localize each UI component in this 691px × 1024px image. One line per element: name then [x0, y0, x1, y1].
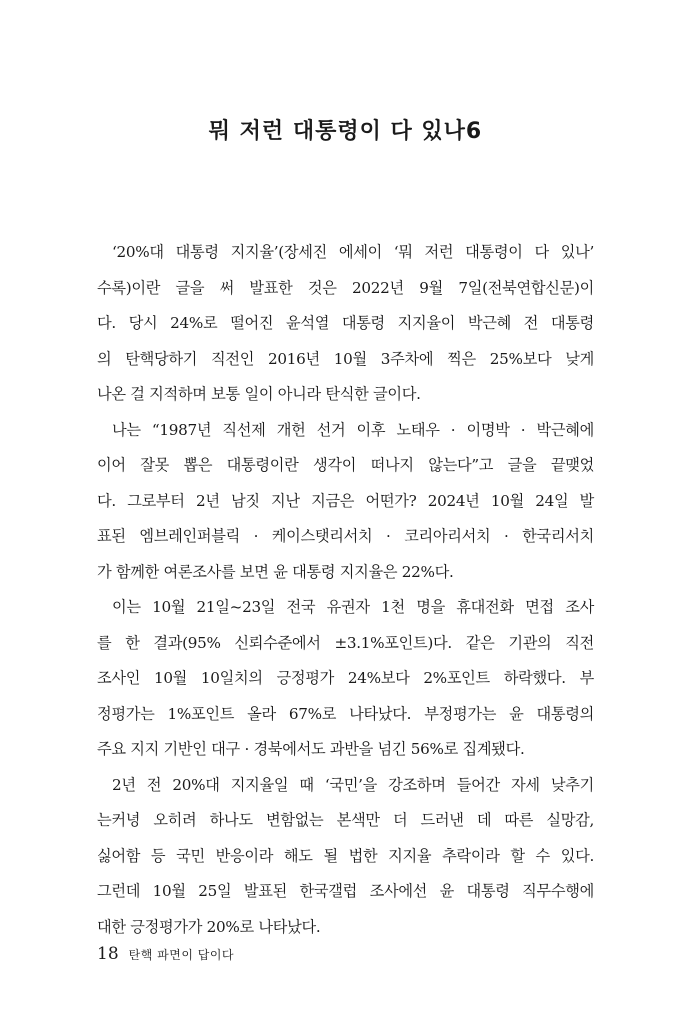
text-line: 는커녕 오히려 하나도 변함없는 본색만 더 드러낸 데 따른 실망감,: [97, 811, 594, 829]
text-line: 나온 걸 지적하며 보통 일이 아니라 탄식한 글이다.: [97, 385, 421, 403]
text-line: 2년 전 20%대 지지율일 때 ‘국민’을 강조하며 들어간 자세 낮추기: [112, 775, 594, 794]
text-line: 싫어함 등 국민 반응이라 해도 될 법한 지지율 추락이라 할 수 있다.: [97, 846, 594, 865]
text-line: 조사인 10월 10일치의 긍정평가 24%보다 2%포인트 하락했다. 부: [97, 669, 594, 687]
page-footer: [97, 944, 234, 964]
text-line: 를 한 결과(95% 신뢰수준에서 ±3.1%포인트)다. 같은 기관의 직전: [97, 633, 594, 652]
text-line: 다. 그로부터 2년 남짓 지난 지금은 어떤가? 2024년 10월 24일 발: [97, 491, 594, 510]
paragraph: [97, 768, 594, 946]
text-line: 가 함께한 여론조사를 보면 윤 대통령 지지율은 22%다.: [97, 562, 454, 581]
body-text: [97, 235, 594, 945]
paragraph: [97, 413, 594, 591]
text-line: 이어 잘못 뽑은 대통령이란 생각이 떠나지 않는다”고 글을 끝맺었: [97, 456, 594, 474]
text-line: 의 탄핵당하기 직전인 2016년 10월 3주차에 찍은 25%보다 낮게: [97, 349, 594, 368]
text-line: 표된 엠브레인퍼블릭 · 케이스탯리서치 · 코리아리서치 · 한국리서치: [97, 527, 594, 545]
text-line: 이는 10월 21일~23일 전국 유권자 1천 명을 휴대전화 면접 조사: [112, 598, 594, 616]
text-line: 그런데 10월 25일 발표된 한국갤럽 조사에선 윤 대통령 직무수행에: [97, 882, 594, 900]
chapter-title: 뭐 저런 대통령이 다 있나6: [208, 119, 483, 144]
text-line: ‘20%대 대통령 지지율’(장세진 에세이 ‘뭐 저런 대통령이 다 있나’: [112, 243, 594, 261]
text-line: 정평가는 1%포인트 올라 67%로 나타났다. 부정평가는 윤 대통령의: [97, 704, 594, 723]
text-line: 수록)이란 글을 써 발표한 것은 2022년 9월 7일(전북연합신문)이: [97, 278, 594, 297]
running-head: 탄핵 파면이 답이다: [128, 948, 235, 962]
paragraph: [97, 235, 594, 413]
text-line: 주요 지지 기반인 대구 · 경북에서도 과반을 넘긴 56%로 집계됐다.: [97, 740, 525, 758]
text-line: 다. 당시 24%로 떨어진 윤석열 대통령 지지율이 박근혜 전 대통령: [97, 314, 594, 332]
text-line: 나는 “1987년 직선제 개헌 선거 이후 노태우 · 이명박 · 박근혜에: [112, 420, 594, 439]
paragraph: [97, 590, 594, 768]
page-number: 18: [97, 944, 119, 964]
text-line: 대한 긍정평가가 20%로 나타났다.: [97, 917, 321, 936]
